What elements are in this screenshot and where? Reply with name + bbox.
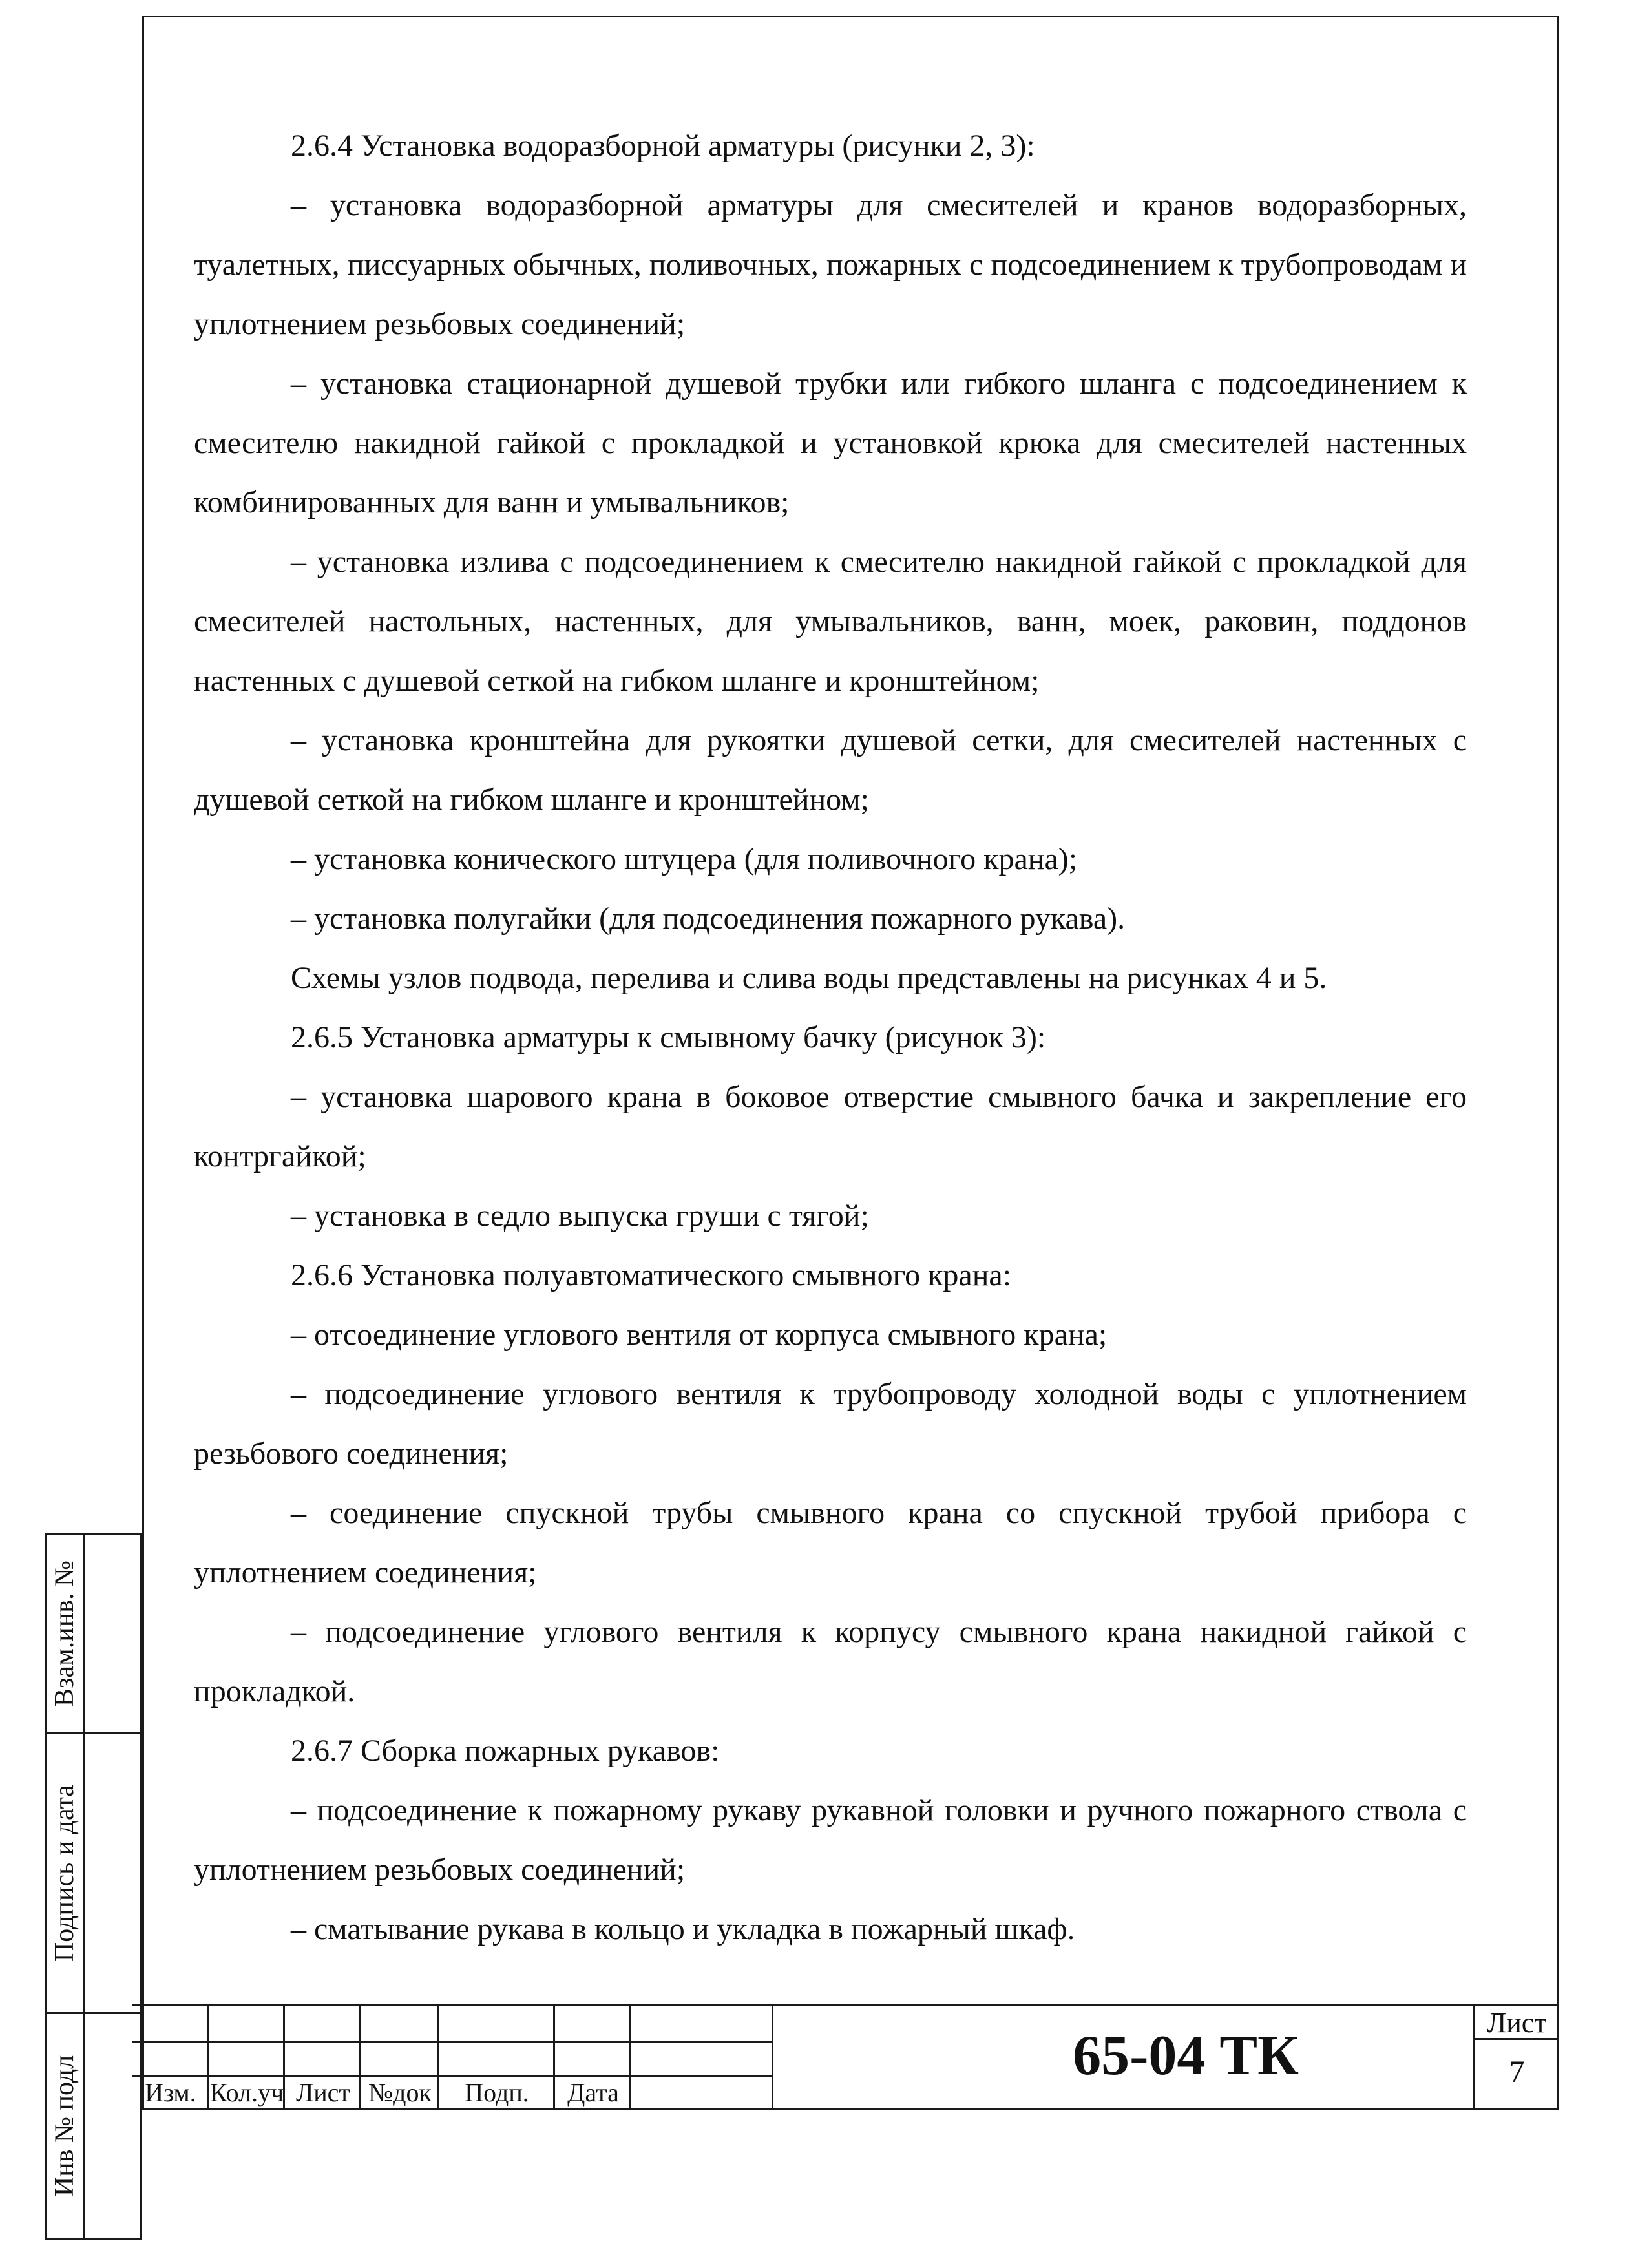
- list-item: – соединение спускной трубы смывного крана со спускной трубой прибора с уплотнением соединения;: [194, 1496, 1467, 1590]
- section-heading: 2.6.7 Сборка пожарных рукавов:: [291, 1734, 720, 1768]
- list-item: – установка в седло выпуска груши с тягой;: [291, 1199, 869, 1233]
- list-item: – подсоединение углового вентиля к трубопроводу холодной воды с уплотнением резьбового соединения;: [194, 1377, 1467, 1471]
- list-item: – установка конического штуцера (для поливочного крана);: [291, 842, 1078, 876]
- col-label-kol-uch: Кол.уч: [209, 2078, 284, 2107]
- list-item: – установка кронштейна для рукоятки душевой сетки, для смесителей настенных с душевой сеткой на гибком шланге и кронштейном;: [194, 723, 1467, 817]
- section-heading: 2.6.4 Установка водоразборной арматуры (рисунки 2, 3):: [291, 129, 1035, 163]
- side-cell-inv: [45, 2012, 142, 2240]
- side-cell-podpis: [45, 1732, 142, 2014]
- side-label-vzam: Взам.инв. №: [50, 1560, 80, 1707]
- list-item: – подсоединение к пожарному рукаву рукавной головки и ручного пожарного ствола с уплотнением резьбовых соединений;: [194, 1793, 1467, 1887]
- sheet-number: 7: [1473, 2040, 1559, 2110]
- list-item: – сматывание рукава в кольцо и укладка в пожарный шкаф.: [291, 1912, 1075, 1946]
- side-cell-vzam: [45, 1533, 142, 1734]
- side-label-inv: Инв № подл: [50, 2055, 80, 2197]
- title-block: [132, 2004, 1559, 2110]
- document-body: [194, 116, 1467, 1959]
- list-item: – установка стационарной душевой трубки или гибкого шланга с подсоединением к смесителю накидной гайкой с прокладкой и установкой крюка для смесителей настенных комбинированных для ванн и умывальников;: [194, 366, 1467, 520]
- col-label-podp: Подп.: [465, 2078, 529, 2107]
- section-heading: 2.6.5 Установка арматуры к смывному бачку (рисунок 3):: [291, 1020, 1046, 1055]
- list-item: – установка шарового крана в боковое отверстие смывного бачка и закрепление его контргайкой;: [194, 1080, 1467, 1173]
- col-label-ndok: №док: [368, 2078, 432, 2107]
- side-label-podpis: Подпись и дата: [50, 1784, 80, 1962]
- list-item: – отсоединение углового вентиля от корпуса смывного крана;: [291, 1318, 1108, 1352]
- list-item: – установка излива с подсоединением к смесителю накидной гайкой с прокладкой для смесителей настольных, настенных, для умывальников, ванн, моек, раковин, поддонов настенных с душевой сеткой на гибком шланге и кронштейном;: [194, 545, 1467, 698]
- sheet-label: Лист: [1473, 2006, 1559, 2040]
- list-item: – подсоединение углового вентиля к корпусу смывного крана накидной гайкой с прокладкой.: [194, 1615, 1467, 1708]
- col-label-data: Дата: [567, 2078, 619, 2107]
- paragraph: Схемы узлов подвода, перелива и слива воды представлены на рисунках 4 и 5.: [291, 961, 1327, 995]
- col-label-list: Лист: [296, 2078, 350, 2107]
- list-item: – установка водоразборной арматуры для смесителей и кранов водоразборных, туалетных, писсуарных обычных, поливочных, пожарных с подсоединением к трубопроводам и уплотнением резьбовых соединений;: [194, 188, 1467, 341]
- document-code: 65-04 ТК: [1073, 2024, 1299, 2087]
- section-heading: 2.6.6 Установка полуавтоматического смывного крана:: [291, 1258, 1012, 1292]
- col-label-izm: Изм.: [145, 2078, 196, 2107]
- list-item: – установка полугайки (для подсоединения пожарного рукава).: [291, 901, 1126, 936]
